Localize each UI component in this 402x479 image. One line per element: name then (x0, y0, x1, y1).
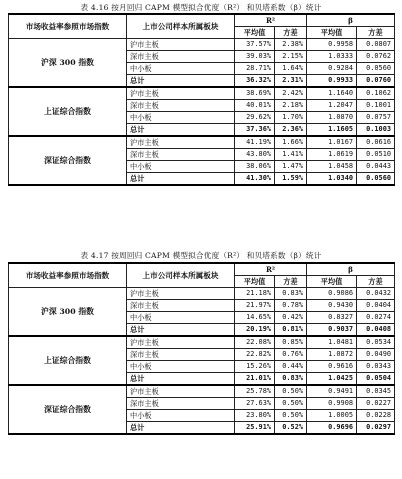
r2-mean-cell: 41.19% (235, 136, 275, 149)
r2-sd-cell: 0.76% (275, 349, 307, 361)
beta-sd-cell: 0.0432 (357, 288, 395, 300)
market-index-cell: 沪深 300 指数 (9, 39, 127, 88)
r2-mean-cell: 29.62% (235, 112, 275, 124)
beta-sd-cell: 0.0534 (357, 336, 395, 349)
board-cell: 中小板 (127, 312, 235, 324)
table-row (9, 87, 395, 100)
beta-sd-cell: 0.0807 (357, 39, 395, 51)
header-beta-sd: 方差 (357, 276, 395, 288)
beta-sd-cell: 0.0345 (357, 385, 395, 398)
r2-mean-cell: 20.19% (235, 324, 275, 337)
header-beta-mean: 平均值 (307, 27, 357, 39)
board-cell: 深市主板 (127, 349, 235, 361)
table-body (9, 39, 395, 186)
header-r2: R² (235, 263, 307, 276)
beta-mean-cell: 0.8327 (307, 312, 357, 324)
table-caption: 表 4.17 按周回归 CAPM 模型拟合优度（R²） 和贝塔系数（β）统计 (80, 251, 322, 260)
r2-sd-cell: 1.47% (275, 161, 307, 173)
board-cell: 总计 (127, 373, 235, 386)
capm-table-weekly (8, 262, 395, 435)
beta-sd-cell: 0.0760 (357, 75, 395, 88)
beta-mean-cell: 0.9696 (307, 422, 357, 435)
beta-sd-cell: 0.0228 (357, 410, 395, 422)
beta-sd-cell: 0.0616 (357, 136, 395, 149)
capm-table-monthly (8, 13, 395, 186)
header-beta-sd: 方差 (357, 27, 395, 39)
table-row (9, 385, 395, 398)
board-cell: 中小板 (127, 361, 235, 373)
r2-sd-cell: 0.83% (275, 288, 307, 300)
beta-sd-cell: 0.0408 (357, 324, 395, 337)
r2-mean-cell: 38.06% (235, 161, 275, 173)
board-cell: 总计 (127, 75, 235, 88)
beta-mean-cell: 1.0333 (307, 51, 357, 63)
beta-mean-cell: 0.9284 (307, 63, 357, 75)
board-cell: 中小板 (127, 112, 235, 124)
header-beta: β (307, 14, 395, 27)
r2-mean-cell: 22.82% (235, 349, 275, 361)
header-r2-sd: 方差 (275, 276, 307, 288)
board-cell: 深市主板 (127, 100, 235, 112)
board-cell: 沪市主板 (127, 136, 235, 149)
beta-mean-cell: 0.9616 (307, 361, 357, 373)
beta-mean-cell: 1.0425 (307, 373, 357, 386)
beta-mean-cell: 0.9908 (307, 398, 357, 410)
beta-mean-cell: 1.0872 (307, 349, 357, 361)
r2-mean-cell: 25.91% (235, 422, 275, 435)
market-index-cell: 沪深 300 指数 (9, 288, 127, 337)
beta-sd-cell: 0.0762 (357, 51, 395, 63)
r2-sd-cell: 0.42% (275, 312, 307, 324)
board-cell: 深市主板 (127, 51, 235, 63)
r2-mean-cell: 37.57% (235, 39, 275, 51)
board-cell: 总计 (127, 422, 235, 435)
header-market-index: 市场收益率参照市场指数 (9, 14, 127, 39)
r2-mean-cell: 41.30% (235, 173, 275, 186)
beta-mean-cell: 1.0481 (307, 336, 357, 349)
beta-mean-cell: 0.9086 (307, 288, 357, 300)
beta-mean-cell: 0.9958 (307, 39, 357, 51)
market-index-cell: 上证综合指数 (9, 336, 127, 385)
table-caption: 表 4.16 按月回归 CAPM 模型拟合优度（R²） 和贝塔系数（β）统计 (80, 3, 322, 12)
market-index-cell: 深证综合指数 (9, 385, 127, 434)
r2-sd-cell: 1.66% (275, 136, 307, 149)
beta-mean-cell: 1.1605 (307, 124, 357, 137)
r2-sd-cell: 0.85% (275, 336, 307, 349)
beta-sd-cell: 0.1001 (357, 100, 395, 112)
beta-mean-cell: 1.2047 (307, 100, 357, 112)
r2-mean-cell: 39.03% (235, 51, 275, 63)
header-r2-sd: 方差 (275, 27, 307, 39)
beta-mean-cell: 0.9037 (307, 324, 357, 337)
board-cell: 沪市主板 (127, 336, 235, 349)
beta-mean-cell: 0.9430 (307, 300, 357, 312)
beta-mean-cell: 1.0340 (307, 173, 357, 186)
beta-sd-cell: 0.1062 (357, 87, 395, 100)
header-r2-mean: 平均值 (235, 276, 275, 288)
r2-mean-cell: 37.36% (235, 124, 275, 137)
board-cell: 总计 (127, 124, 235, 137)
r2-mean-cell: 21.97% (235, 300, 275, 312)
beta-mean-cell: 1.0005 (307, 410, 357, 422)
r2-sd-cell: 0.83% (275, 373, 307, 386)
beta-sd-cell: 0.0404 (357, 300, 395, 312)
r2-sd-cell: 2.42% (275, 87, 307, 100)
board-cell: 中小板 (127, 63, 235, 75)
r2-sd-cell: 2.15% (275, 51, 307, 63)
market-index-cell: 上证综合指数 (9, 87, 127, 136)
r2-sd-cell: 2.31% (275, 75, 307, 88)
board-cell: 沪市主板 (127, 385, 235, 398)
beta-mean-cell: 0.9491 (307, 385, 357, 398)
table-row (9, 336, 395, 349)
beta-sd-cell: 0.0510 (357, 149, 395, 161)
r2-mean-cell: 40.01% (235, 100, 275, 112)
beta-mean-cell: 1.0619 (307, 149, 357, 161)
market-index-cell: 深证综合指数 (9, 136, 127, 185)
board-cell: 中小板 (127, 161, 235, 173)
r2-sd-cell: 0.50% (275, 398, 307, 410)
board-cell: 深市主板 (127, 398, 235, 410)
r2-mean-cell: 28.71% (235, 63, 275, 75)
table-row (9, 288, 395, 300)
beta-sd-cell: 0.0443 (357, 161, 395, 173)
r2-sd-cell: 0.50% (275, 410, 307, 422)
board-cell: 深市主板 (127, 300, 235, 312)
beta-mean-cell: 0.9933 (307, 75, 357, 88)
r2-sd-cell: 1.64% (275, 63, 307, 75)
beta-sd-cell: 0.0274 (357, 312, 395, 324)
header-beta-mean: 平均值 (307, 276, 357, 288)
r2-sd-cell: 2.36% (275, 124, 307, 137)
beta-sd-cell: 0.1003 (357, 124, 395, 137)
r2-mean-cell: 43.80% (235, 149, 275, 161)
beta-sd-cell: 0.0297 (357, 422, 395, 435)
r2-sd-cell: 0.78% (275, 300, 307, 312)
beta-mean-cell: 1.1640 (307, 87, 357, 100)
beta-sd-cell: 0.0490 (357, 349, 395, 361)
r2-mean-cell: 25.78% (235, 385, 275, 398)
board-cell: 中小板 (127, 410, 235, 422)
beta-mean-cell: 1.0167 (307, 136, 357, 149)
r2-mean-cell: 22.08% (235, 336, 275, 349)
table-body (9, 288, 395, 435)
header-beta: β (307, 263, 395, 276)
header-market-index: 市场收益率参照市场指数 (9, 263, 127, 288)
r2-mean-cell: 21.01% (235, 373, 275, 386)
r2-mean-cell: 36.32% (235, 75, 275, 88)
beta-sd-cell: 0.0227 (357, 398, 395, 410)
table-row (9, 39, 395, 51)
r2-sd-cell: 1.41% (275, 149, 307, 161)
r2-mean-cell: 15.26% (235, 361, 275, 373)
r2-mean-cell: 38.69% (235, 87, 275, 100)
board-cell: 总计 (127, 173, 235, 186)
r2-mean-cell: 23.80% (235, 410, 275, 422)
r2-sd-cell: 1.70% (275, 112, 307, 124)
header-r2: R² (235, 14, 307, 27)
beta-mean-cell: 1.0458 (307, 161, 357, 173)
r2-sd-cell: 0.50% (275, 385, 307, 398)
beta-sd-cell: 0.0343 (357, 361, 395, 373)
header-board: 上市公司样本所属板块 (127, 263, 235, 288)
r2-sd-cell: 2.38% (275, 39, 307, 51)
board-cell: 沪市主板 (127, 39, 235, 51)
r2-mean-cell: 21.18% (235, 288, 275, 300)
beta-sd-cell: 0.0504 (357, 373, 395, 386)
r2-sd-cell: 0.52% (275, 422, 307, 435)
r2-mean-cell: 27.63% (235, 398, 275, 410)
header-board: 上市公司样本所属板块 (127, 14, 235, 39)
beta-mean-cell: 1.0870 (307, 112, 357, 124)
r2-sd-cell: 0.44% (275, 361, 307, 373)
board-cell: 沪市主板 (127, 87, 235, 100)
r2-sd-cell: 1.59% (275, 173, 307, 186)
beta-sd-cell: 0.0560 (357, 63, 395, 75)
beta-sd-cell: 0.0757 (357, 112, 395, 124)
board-cell: 总计 (127, 324, 235, 337)
r2-mean-cell: 14.65% (235, 312, 275, 324)
header-r2-mean: 平均值 (235, 27, 275, 39)
table-row (9, 136, 395, 149)
board-cell: 沪市主板 (127, 288, 235, 300)
board-cell: 深市主板 (127, 149, 235, 161)
beta-sd-cell: 0.0560 (357, 173, 395, 186)
r2-sd-cell: 2.18% (275, 100, 307, 112)
r2-sd-cell: 0.81% (275, 324, 307, 337)
